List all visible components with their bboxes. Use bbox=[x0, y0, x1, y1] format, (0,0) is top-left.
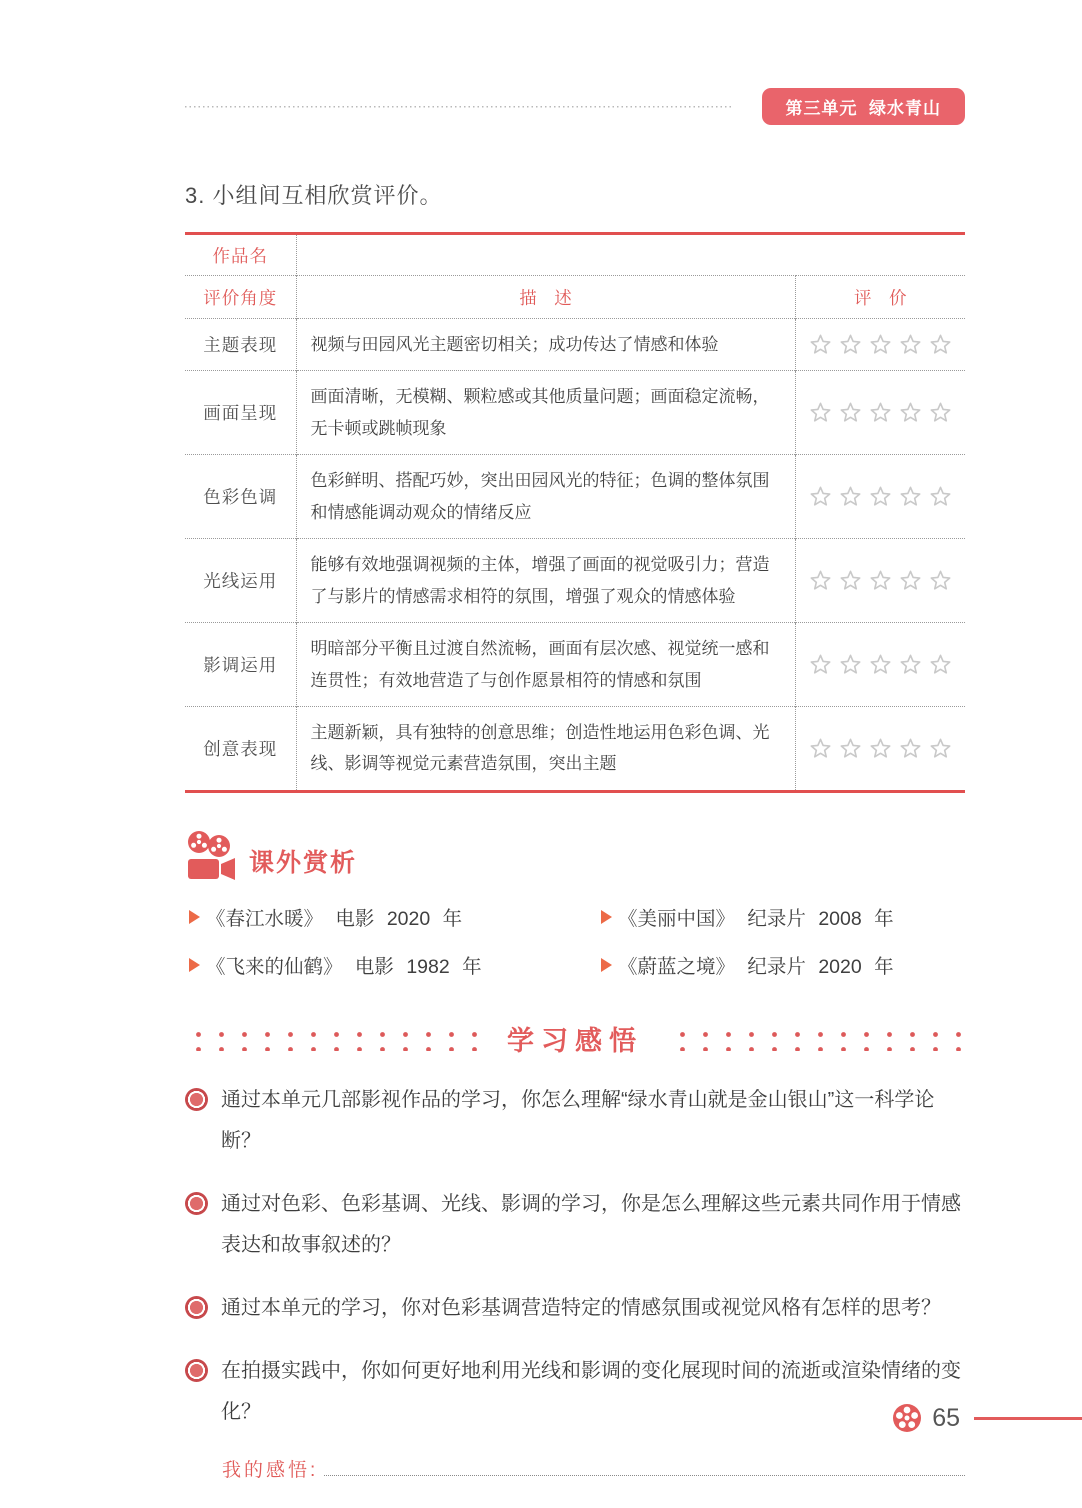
star-outline-icon bbox=[869, 569, 892, 592]
question-text: 通过本单元的学习，你对色彩基调营造特定的情感氛围或视觉风格有怎样的思考？ bbox=[221, 1296, 941, 1319]
col-header-description: 描 述 bbox=[296, 276, 795, 319]
star-outline-icon bbox=[899, 737, 922, 760]
unit-badge: 第三单元 绿水青山 bbox=[762, 88, 965, 125]
row-label: 色彩色调 bbox=[185, 455, 296, 539]
footer-rule bbox=[974, 1417, 1082, 1420]
star-outline-icon bbox=[929, 569, 952, 592]
star-outline-icon bbox=[929, 653, 952, 676]
page-footer bbox=[0, 1402, 1082, 1434]
table-row bbox=[185, 455, 965, 539]
rating-stars bbox=[795, 706, 965, 791]
star-outline-icon bbox=[929, 485, 952, 508]
rating-stars bbox=[795, 539, 965, 623]
question-text: 通过对色彩、色彩基调、光线、影调的学习，你是怎么理解这些元素共同作用于情感表达和故事叙述的？ bbox=[221, 1192, 961, 1256]
film-label: 《春江水暖》 电影 2020 年 bbox=[206, 907, 463, 930]
table-header-row bbox=[185, 276, 965, 319]
star-outline-icon bbox=[809, 485, 832, 508]
star-outline-icon bbox=[869, 737, 892, 760]
star-outline-icon bbox=[929, 333, 952, 356]
triangle-right-icon bbox=[189, 910, 200, 924]
star-outline-icon bbox=[899, 401, 922, 424]
star-outline-icon bbox=[809, 569, 832, 592]
film-label: 《美丽中国》 纪录片 2008 年 bbox=[618, 907, 894, 930]
triangle-right-icon bbox=[601, 958, 612, 972]
star-outline-icon bbox=[899, 333, 922, 356]
triangle-right-icon bbox=[601, 910, 612, 924]
dotted-decoration-right bbox=[669, 1025, 965, 1051]
table-row bbox=[185, 706, 965, 791]
row-label: 画面呈现 bbox=[185, 371, 296, 455]
my-reflection-row bbox=[222, 1455, 965, 1482]
row-label: 创意表现 bbox=[185, 706, 296, 791]
rating-stars bbox=[795, 623, 965, 707]
star-outline-icon bbox=[839, 333, 862, 356]
star-outline-icon bbox=[869, 401, 892, 424]
film-item bbox=[601, 951, 969, 979]
star-outline-icon bbox=[869, 653, 892, 676]
film-reel-icon bbox=[891, 1402, 923, 1434]
star-outline-icon bbox=[839, 569, 862, 592]
film-item bbox=[189, 903, 601, 931]
star-outline-icon bbox=[899, 569, 922, 592]
bullseye-icon bbox=[185, 1359, 208, 1382]
star-outline-icon bbox=[869, 333, 892, 356]
star-outline-icon bbox=[899, 485, 922, 508]
star-outline-icon bbox=[899, 653, 922, 676]
page-number: 65 bbox=[932, 1403, 960, 1432]
movie-camera-icon bbox=[185, 829, 237, 883]
header-dotted-rule bbox=[185, 105, 732, 108]
film-label: 《蔚蓝之境》 纪录片 2020 年 bbox=[618, 955, 894, 978]
row-description: 主题新颖，具有独特的创意思维；创造性地运用色彩色调、光线、影调等视觉元素营造氛围，突出主题 bbox=[296, 706, 795, 791]
star-outline-icon bbox=[809, 737, 832, 760]
extra-section-title: 课外赏析 bbox=[249, 848, 358, 877]
question-list bbox=[185, 1080, 965, 1433]
question-text: 通过本单元几部影视作品的学习，你怎么理解“绿水青山就是金山银山”这一科学论断？ bbox=[221, 1088, 935, 1152]
star-outline-icon bbox=[839, 737, 862, 760]
table-row bbox=[185, 371, 965, 455]
row-description: 色彩鲜明、搭配巧妙，突出田园风光的特征；色调的整体氛围和情感能调动观众的情绪反应 bbox=[296, 455, 795, 539]
question-item bbox=[185, 1080, 965, 1162]
star-outline-icon bbox=[839, 653, 862, 676]
bullseye-icon bbox=[185, 1088, 208, 1111]
row-label: 主题表现 bbox=[185, 319, 296, 371]
extra-appreciation-header bbox=[185, 829, 965, 883]
row-description: 视频与田园风光主题密切相关；成功传达了情感和体验 bbox=[296, 319, 795, 371]
dotted-decoration-left bbox=[185, 1025, 481, 1051]
bullseye-icon bbox=[185, 1192, 208, 1215]
row-label: 影调运用 bbox=[185, 623, 296, 707]
write-in-line bbox=[324, 1462, 965, 1476]
star-outline-icon bbox=[929, 401, 952, 424]
film-label: 《飞来的仙鹤》 电影 1982 年 bbox=[206, 955, 482, 978]
reflection-band bbox=[185, 1019, 965, 1058]
reflection-title: 学习感悟 bbox=[507, 1025, 643, 1056]
star-outline-icon bbox=[869, 485, 892, 508]
star-outline-icon bbox=[839, 485, 862, 508]
section-heading: 3. 小组间互相欣赏评价。 bbox=[185, 183, 443, 208]
rating-stars bbox=[795, 371, 965, 455]
work-name-label: 作品名 bbox=[212, 245, 268, 266]
table-row bbox=[185, 319, 965, 371]
question-text: 在拍摄实践中，你如何更好地利用光线和影调的变化展现时间的流逝或渲染情绪的变化？ bbox=[221, 1359, 961, 1423]
col-header-angle: 评价角度 bbox=[185, 276, 296, 319]
rating-stars bbox=[795, 319, 965, 371]
row-description: 能够有效地强调视频的主体，增强了画面的视觉吸引力；营造了与影片的情感需求相符的氛围，增强了观众的情感体验 bbox=[296, 539, 795, 623]
table-row bbox=[185, 539, 965, 623]
row-description: 画面清晰，无模糊、颗粒感或其他质量问题；画面稳定流畅，无卡顿或跳帧现象 bbox=[296, 371, 795, 455]
rating-stars bbox=[795, 455, 965, 539]
row-description: 明暗部分平衡且过渡自然流畅，画面有层次感、视觉统一感和连贯性；有效地营造了与创作愿景相符的情感和氛围 bbox=[296, 623, 795, 707]
star-outline-icon bbox=[839, 401, 862, 424]
col-header-evaluation: 评 价 bbox=[795, 276, 965, 319]
star-outline-icon bbox=[809, 401, 832, 424]
row-label: 光线运用 bbox=[185, 539, 296, 623]
question-item bbox=[185, 1288, 965, 1329]
work-name-blank-cell bbox=[296, 234, 965, 276]
bullseye-icon bbox=[185, 1296, 208, 1319]
table-row-work-name bbox=[185, 234, 965, 276]
star-outline-icon bbox=[809, 653, 832, 676]
my-reflection-label: 我的感悟: bbox=[222, 1459, 319, 1481]
star-outline-icon bbox=[809, 333, 832, 356]
star-outline-icon bbox=[929, 737, 952, 760]
question-item bbox=[185, 1184, 965, 1266]
film-item bbox=[601, 903, 969, 931]
triangle-right-icon bbox=[189, 958, 200, 972]
film-item bbox=[189, 951, 601, 979]
page-header bbox=[185, 88, 965, 125]
table-row bbox=[185, 623, 965, 707]
evaluation-table bbox=[185, 232, 965, 793]
film-list bbox=[189, 903, 965, 979]
